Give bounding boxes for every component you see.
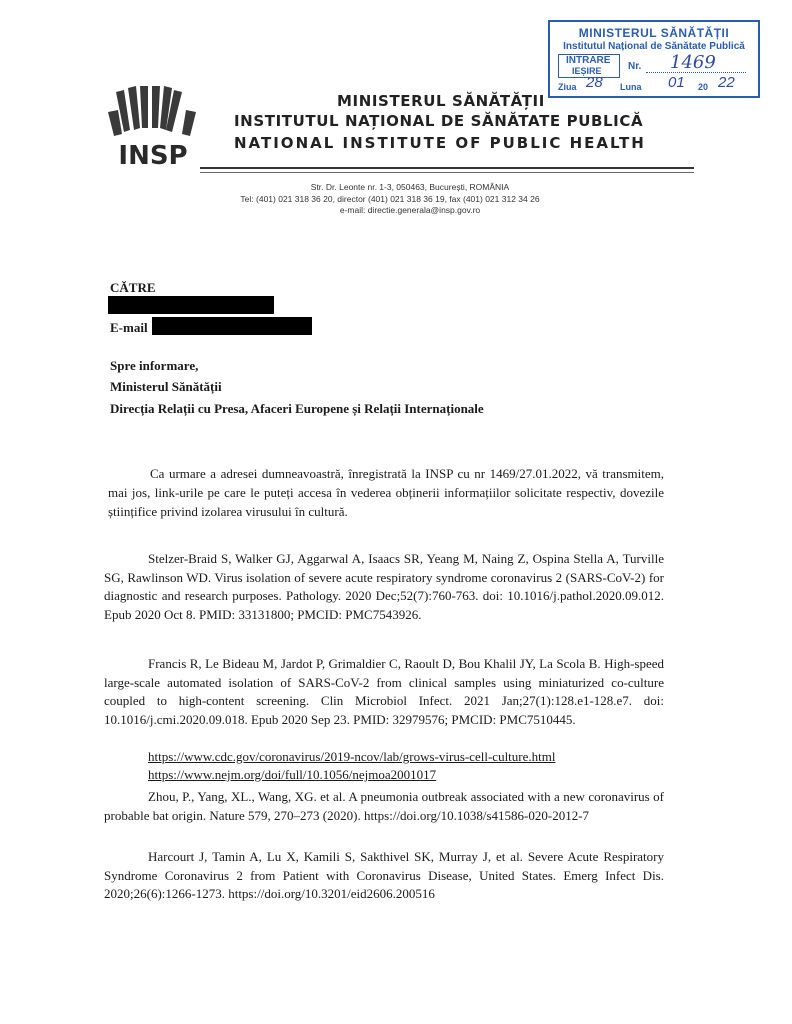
logo-text: INSP — [118, 141, 188, 168]
intro-paragraph: Ca urmare a adresei dumneavoastră, înregistrată la INSP cu nr 1469/27.01.2022, vă transmitem, mai jos, link-urile pe care le puteți accesa în vederea obținerii informațiilor solicitate respectiv, dovezile științifice privind izolarea virusului în cultură. — [108, 466, 664, 519]
redacted-email — [152, 317, 312, 335]
reference-2: Francis R, Le Bideau M, Jardot P, Grimaldier C, Raoult D, Bou Khalil JY, La Scola B. High-speed large-scale automated isolation of SARS-CoV-2 from clinical samples using miniaturized co-culture coupled to high-content screening. Clin Microbiol Infect. 2021 Jan;27(1):128.e1-128.e7. doi: 10.1016/j.cmi.2020.09.018. Epub 2020 Sep 23. PMID: 32979576; PMCID: PMC7510445. — [104, 656, 664, 727]
header-rule — [200, 167, 694, 169]
stamp-iesire: IEȘIRE — [572, 66, 602, 76]
stamp-institute: Institutul Național de Sănătate Publică — [563, 41, 745, 52]
reference-4: Harcourt J, Tamin A, Lu X, Kamili S, Sakthivel SK, Murray J, et al. Severe Acute Respiratory Syndrome Coronavirus 2 from Patient with Coronavirus Disease, United States. Emerg Infect Dis. 2020;26(6):1266-1273. https://doi.org/10.3201/eid2606.200516 — [104, 849, 664, 901]
phone-line: Tel: (401) 021 318 36 20, director (401) 021 318 36 19, fax (401) 021 312 34 26 — [240, 194, 540, 204]
stamp-luna-value: 01 — [668, 74, 685, 91]
cdc-link[interactable]: https://www.cdc.gov/coronavirus/2019-ncov/lab/grows-virus-cell-culture.html — [148, 749, 556, 764]
stamp-luna-label: Luna — [620, 82, 642, 92]
address-line: Str. Dr. Leonte nr. 1-3, 050463, București, ROMÂNIA — [310, 182, 510, 192]
insp-logo — [108, 84, 198, 168]
institute-title-en: NATIONAL INSTITUTE OF PUBLIC HEALTH — [234, 134, 646, 152]
cc-ministry: Ministerul Sănătății — [110, 379, 222, 394]
stamp-ziua-value: 28 — [586, 74, 603, 91]
header-rule-thin — [200, 172, 694, 173]
stamp-year-prefix: 20 — [698, 82, 709, 92]
stamp-nr-label: Nr. — [628, 61, 642, 72]
registration-stamp — [548, 20, 760, 98]
stamp-ministry: MINISTERUL SĂNĂTĂȚII — [578, 26, 730, 40]
redacted-name — [108, 296, 274, 314]
reference-1: Stelzer-Braid S, Walker GJ, Aggarwal A, Isaacs SR, Yeang M, Naing Z, Ospina Stella A, Turville SG, Rawlinson WD. Virus isolation of severe acute respiratory syndrome coronavirus 2 (SARS-CoV-2) for diagnostic and research purposes. Pathology. 2020 Dec;52(7):760-763. doi: 10.1016/j.pathol.2020.09.012. Epub 2020 Oct 8. PMID: 33131800; PMCID: PMC7543926. — [104, 551, 664, 622]
nejm-link[interactable]: https://www.nejm.org/doi/full/10.1056/nejmoa2001017 — [148, 767, 437, 782]
stamp-ziua-label: Ziua — [558, 82, 577, 92]
stamp-intrare: INTRARE — [566, 55, 611, 66]
cc-directorate: Direcția Relații cu Presa, Afaceri Europene și Relații Internaționale — [110, 401, 484, 416]
stamp-year-value: 22 — [718, 74, 735, 91]
stamp-nr-value: 1469 — [670, 52, 716, 73]
cc-intro: Spre informare, — [110, 358, 199, 373]
email-line: e-mail: directie.generala@insp.gov.ro — [339, 205, 481, 215]
email-label: E-mail — [110, 320, 148, 335]
ministry-title: MINISTERUL SĂNĂTĂȚII — [337, 92, 545, 110]
reference-3: Zhou, P., Yang, XL., Wang, XG. et al. A pneumonia outbreak associated with a new coronavirus of probable bat origin. Nature 579, 270–273 (2020). https://doi.org/10.1038/s41586-020-2012-7 — [104, 789, 664, 823]
institute-title-ro: INSTITUTUL NAȚIONAL DE SĂNĂTATE PUBLICĂ — [234, 112, 644, 130]
to-label: CĂTRE — [110, 280, 156, 295]
